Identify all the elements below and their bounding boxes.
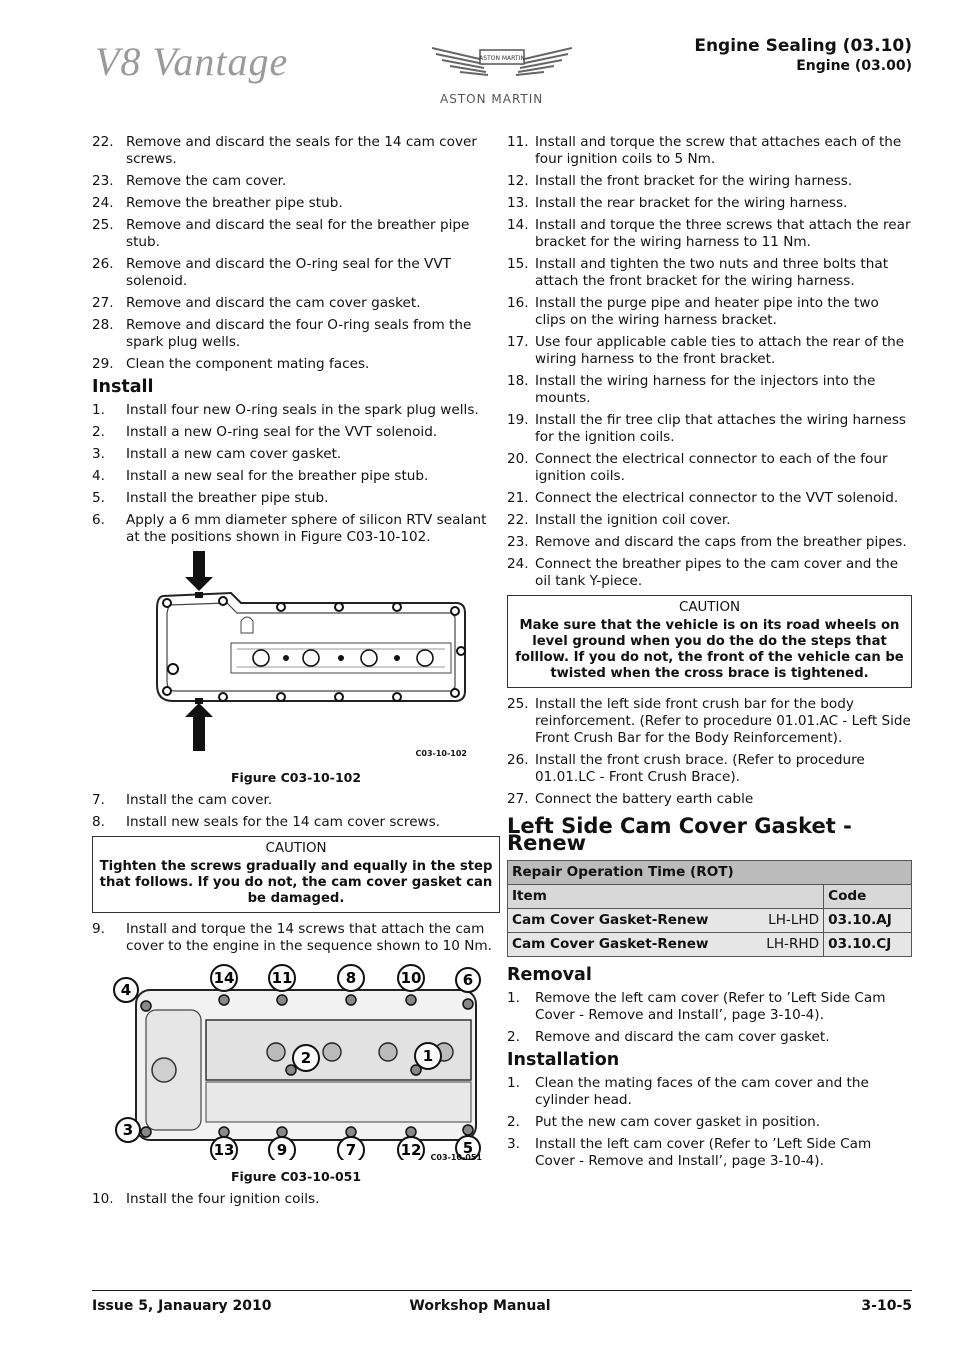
list-item [507, 696, 912, 747]
step-text: Use four applicable cable ties to attach the rear of the wiring harness to the front bracket. [535, 334, 905, 367]
step-text: Install the wiring harness for the injectors into the mounts. [535, 373, 876, 406]
table-row: Cam Cover Gasket-Renew LH-LHD 03.10.AJ [508, 909, 912, 933]
step-text: Connect the electrical connector to the VVT solenoid. [535, 490, 899, 506]
list-item [507, 295, 912, 329]
svg-text:6: 6 [462, 971, 474, 989]
figure1-caption: Figure C03-10-102 [230, 770, 362, 785]
callout-6 [456, 968, 480, 992]
step-number: 29. [92, 356, 114, 372]
svg-text:7: 7 [345, 1141, 357, 1159]
list-item [507, 256, 912, 290]
list-item [507, 412, 912, 446]
svg-text:14: 14 [213, 969, 235, 987]
figure2-code: C03-10-051 [430, 1153, 482, 1160]
step-text: Remove and discard the O-ring seal for the VVT solenoid. [126, 256, 451, 289]
step-text: Connect the breather pipes to the cam cover and the oil tank Y-piece. [535, 556, 899, 589]
step-number: 2. [507, 1029, 520, 1045]
step-number: 25. [507, 696, 529, 712]
final-steps [507, 696, 912, 808]
list-item [507, 512, 912, 529]
step-text: Remove and discard the seal for the breather pipe stub. [126, 217, 470, 250]
step-number: 18. [507, 373, 529, 389]
right-column [507, 134, 912, 1175]
svg-text:10: 10 [400, 969, 422, 987]
callout-11 [269, 965, 295, 991]
step-text: Install a new cam cover gasket. [126, 446, 342, 462]
step-number: 8. [92, 814, 105, 830]
step-number: 22. [507, 512, 529, 528]
step-text: Install the purge pipe and heater pipe into the two clips on the wiring harness bracket. [535, 295, 879, 328]
step-number: 27. [92, 295, 114, 311]
callout-3 [116, 1118, 140, 1142]
step-text: Apply a 6 mm diameter sphere of silicon RTV sealant at the positions shown in Figure C03-10-102. [126, 512, 487, 545]
step-number: 24. [507, 556, 529, 572]
step-text: Clean the mating faces of the cam cover and the cylinder head. [535, 1075, 869, 1108]
list-item [507, 752, 912, 786]
figure2-caption: Figure C03-10-051 [230, 1169, 362, 1184]
step-number: 14. [507, 217, 529, 233]
svg-text:5: 5 [462, 1139, 474, 1157]
list-item [507, 217, 912, 251]
step-number: 20. [507, 451, 529, 467]
step-text: Install the left cam cover (Refer to ’Left Side Cam Cover - Remove and Install’, page 3-10-4). [535, 1136, 872, 1169]
torque-step [92, 921, 500, 955]
svg-text:3: 3 [122, 1121, 134, 1139]
install-steps [92, 402, 500, 546]
step-number: 11. [507, 134, 529, 150]
step-number: 7. [92, 792, 105, 808]
figure-sealant-positions [92, 551, 500, 766]
installation-steps [507, 1075, 912, 1170]
step-number: 27. [507, 791, 529, 807]
callout-10 [398, 965, 424, 991]
rot-col-item: Item [508, 885, 824, 909]
callout-14 [211, 965, 237, 991]
section-heading-gasket-renew: Left Side Cam Cover Gasket - Renew [507, 814, 852, 855]
step-number: 21. [507, 490, 529, 506]
step-text: Install the front bracket for the wiring harness. [535, 173, 853, 189]
step-number: 5. [92, 490, 105, 506]
aston-martin-wings-logo [432, 44, 572, 90]
callout-2 [293, 1045, 319, 1071]
step-text: Clean the component mating faces. [126, 356, 370, 372]
removal-steps-continued [92, 134, 500, 373]
rot-table [507, 860, 912, 957]
footer-divider [92, 1290, 912, 1291]
page-subtitle: Engine (03.00) [796, 58, 912, 74]
list-item [92, 356, 500, 373]
step-text: Put the new cam cover gasket in position. [535, 1114, 821, 1130]
svg-text:12: 12 [400, 1141, 422, 1159]
step-text: Remove the cam cover. [126, 173, 287, 189]
step-number: 1. [92, 402, 105, 418]
step-text: Remove and discard the cam cover gasket. [126, 295, 421, 311]
list-item [507, 1114, 912, 1131]
callout-4 [114, 978, 138, 1002]
step-number: 13. [507, 195, 529, 211]
list-item [507, 173, 912, 190]
list-item [507, 134, 912, 168]
list-item [92, 512, 500, 546]
step-number: 19. [507, 412, 529, 428]
list-item [507, 1075, 912, 1109]
step-text: Install the fir tree clip that attaches the wiring harness for the ignition coils. [535, 412, 906, 445]
callout-13 [211, 1137, 237, 1160]
callout-8 [338, 965, 364, 991]
list-item [92, 921, 500, 955]
step-number: 26. [92, 256, 114, 272]
caution1-text: Tighten the screws gradually and equally in the step that follows. If you do not, the cam cover gasket can be damaged. [99, 859, 493, 906]
list-item [92, 792, 500, 809]
step-text: Install and torque the screw that attaches each of the four ignition coils to 5 Nm. [535, 134, 902, 167]
step-text: Install and tighten the two nuts and three bolts that attach the front bracket for the wiring harness. [535, 256, 889, 289]
list-item [507, 990, 912, 1024]
step-text: Remove and discard the four O-ring seals from the spark plug wells. [126, 317, 472, 350]
install-steps-right [507, 134, 912, 590]
caution-box-screws [92, 836, 500, 913]
step-text: Install the cam cover. [126, 792, 273, 808]
list-item [507, 556, 912, 590]
step-text: Connect the battery earth cable [535, 791, 754, 807]
step-text: Install the front crush brace. (Refer to procedure 01.01.LC - Front Crush Brace). [535, 752, 865, 785]
badge-text: ASTON MARTIN [479, 55, 525, 62]
list-item [507, 490, 912, 507]
figure1-code: C03-10-102 [415, 749, 467, 758]
step-number: 10. [92, 1191, 114, 1207]
installation-heading: Installation [507, 1050, 620, 1070]
step-text: Install the breather pipe stub. [126, 490, 329, 506]
install-heading: Install [92, 377, 154, 397]
list-item [507, 451, 912, 485]
step-text: Install a new seal for the breather pipe stub. [126, 468, 429, 484]
step-number: 2. [92, 424, 105, 440]
caution2-title: CAUTION [679, 600, 740, 615]
removal-steps [507, 990, 912, 1046]
step-number: 15. [507, 256, 529, 272]
install-steps-continued [92, 792, 500, 831]
footer-issue: Issue 5, Janauary 2010 [92, 1298, 272, 1314]
step-number: 9. [92, 921, 105, 937]
list-item [92, 134, 500, 168]
install-coils-step [92, 1191, 500, 1208]
callout-12 [398, 1137, 424, 1160]
step-text: Install the rear bracket for the wiring harness. [535, 195, 848, 211]
step-number: 2. [507, 1114, 520, 1130]
list-item [92, 173, 500, 190]
caution2-text: Make sure that the vehicle is on its road wheels on level ground when you do the do the steps that folllow. If you do not, the front of the vehicle can be twisted when the cross brace is tightened. [515, 618, 904, 681]
list-item [507, 1136, 912, 1170]
step-number: 22. [92, 134, 114, 150]
list-item [92, 490, 500, 507]
svg-text:11: 11 [271, 969, 293, 987]
list-item [507, 1029, 912, 1046]
step-number: 17. [507, 334, 529, 350]
step-text: Install and torque the three screws that attach the rear bracket for the wiring harness to 11 Nm. [535, 217, 911, 250]
step-text: Install four new O-ring seals in the spark plug wells. [126, 402, 479, 418]
svg-text:13: 13 [213, 1141, 235, 1159]
list-item [92, 195, 500, 212]
list-item [92, 424, 500, 441]
step-number: 16. [507, 295, 529, 311]
callout-7 [338, 1137, 364, 1160]
step-number: 28. [92, 317, 114, 333]
screw-sequence-diagram [106, 960, 486, 1160]
list-item [507, 373, 912, 407]
list-item [507, 334, 912, 368]
svg-text:2: 2 [300, 1049, 312, 1067]
list-item [507, 195, 912, 212]
step-number: 1. [507, 1075, 520, 1091]
table-row: Cam Cover Gasket-Renew LH-RHD 03.10.CJ [508, 933, 912, 957]
figure-torque-sequence [92, 960, 500, 1165]
callout-9 [269, 1137, 295, 1160]
step-text: Remove and discard the cam cover gasket. [535, 1029, 830, 1045]
page-title: Engine Sealing (03.10) [694, 36, 912, 56]
svg-text:1: 1 [422, 1047, 434, 1065]
list-item [92, 256, 500, 290]
left-column [92, 134, 500, 1213]
rot-col-code: Code [824, 885, 912, 909]
caution1-title: CAUTION [265, 841, 327, 856]
brand-name: ASTON MARTIN [440, 92, 544, 106]
step-number: 24. [92, 195, 114, 211]
list-item [92, 468, 500, 485]
step-number: 4. [92, 468, 105, 484]
step-text: Install the left side front crush bar for the body reinforcement. (Refer to procedure 01.01.AC - Left Side Front Crush Bar for the Body Reinforcement). [535, 696, 911, 746]
list-item [92, 317, 500, 351]
step-text: Remove the breather pipe stub. [126, 195, 343, 211]
list-item [92, 295, 500, 312]
list-item [507, 534, 912, 551]
list-item [92, 446, 500, 463]
step-text: Install and torque the 14 screws that attach the cam cover to the engine in the sequence shown to 10 Nm. [126, 921, 492, 954]
svg-text:4: 4 [120, 981, 132, 999]
list-item [92, 402, 500, 419]
svg-text:8: 8 [345, 969, 357, 987]
list-item [92, 1191, 500, 1208]
footer-manual: Workshop Manual [409, 1298, 551, 1314]
list-item [507, 791, 912, 808]
footer-page-number: 3-10-5 [861, 1298, 912, 1314]
cam-cover-sealant-diagram [121, 551, 471, 761]
step-text: Connect the electrical connector to each of the four ignition coils. [535, 451, 888, 484]
step-number: 3. [507, 1136, 520, 1152]
step-number: 25. [92, 217, 114, 233]
list-item [92, 814, 500, 831]
removal-heading: Removal [507, 965, 592, 985]
callout-1 [415, 1043, 441, 1069]
step-number: 1. [507, 990, 520, 1006]
step-text: Install new seals for the 14 cam cover screws. [126, 814, 441, 830]
step-text: Install the ignition coil cover. [535, 512, 731, 528]
list-item [92, 217, 500, 251]
step-text: Install the four ignition coils. [126, 1191, 320, 1207]
step-number: 6. [92, 512, 105, 528]
step-number: 23. [507, 534, 529, 550]
v8-vantage-logo: V8 Vantage [95, 39, 289, 84]
caution-box-level-ground [507, 595, 912, 688]
step-text: Remove and discard the caps from the breather pipes. [535, 534, 907, 550]
step-text: Install a new O-ring seal for the VVT solenoid. [126, 424, 438, 440]
step-text: Remove the left cam cover (Refer to ’Left Side Cam Cover - Remove and Install’, page 3-10-4). [535, 990, 886, 1023]
step-number: 12. [507, 173, 529, 189]
step-number: 26. [507, 752, 529, 768]
step-number: 3. [92, 446, 105, 462]
step-text: Remove and discard the seals for the 14 cam cover screws. [126, 134, 477, 167]
svg-text:9: 9 [276, 1141, 288, 1159]
rot-title: Repair Operation Time (ROT) [508, 861, 912, 885]
step-number: 23. [92, 173, 114, 189]
